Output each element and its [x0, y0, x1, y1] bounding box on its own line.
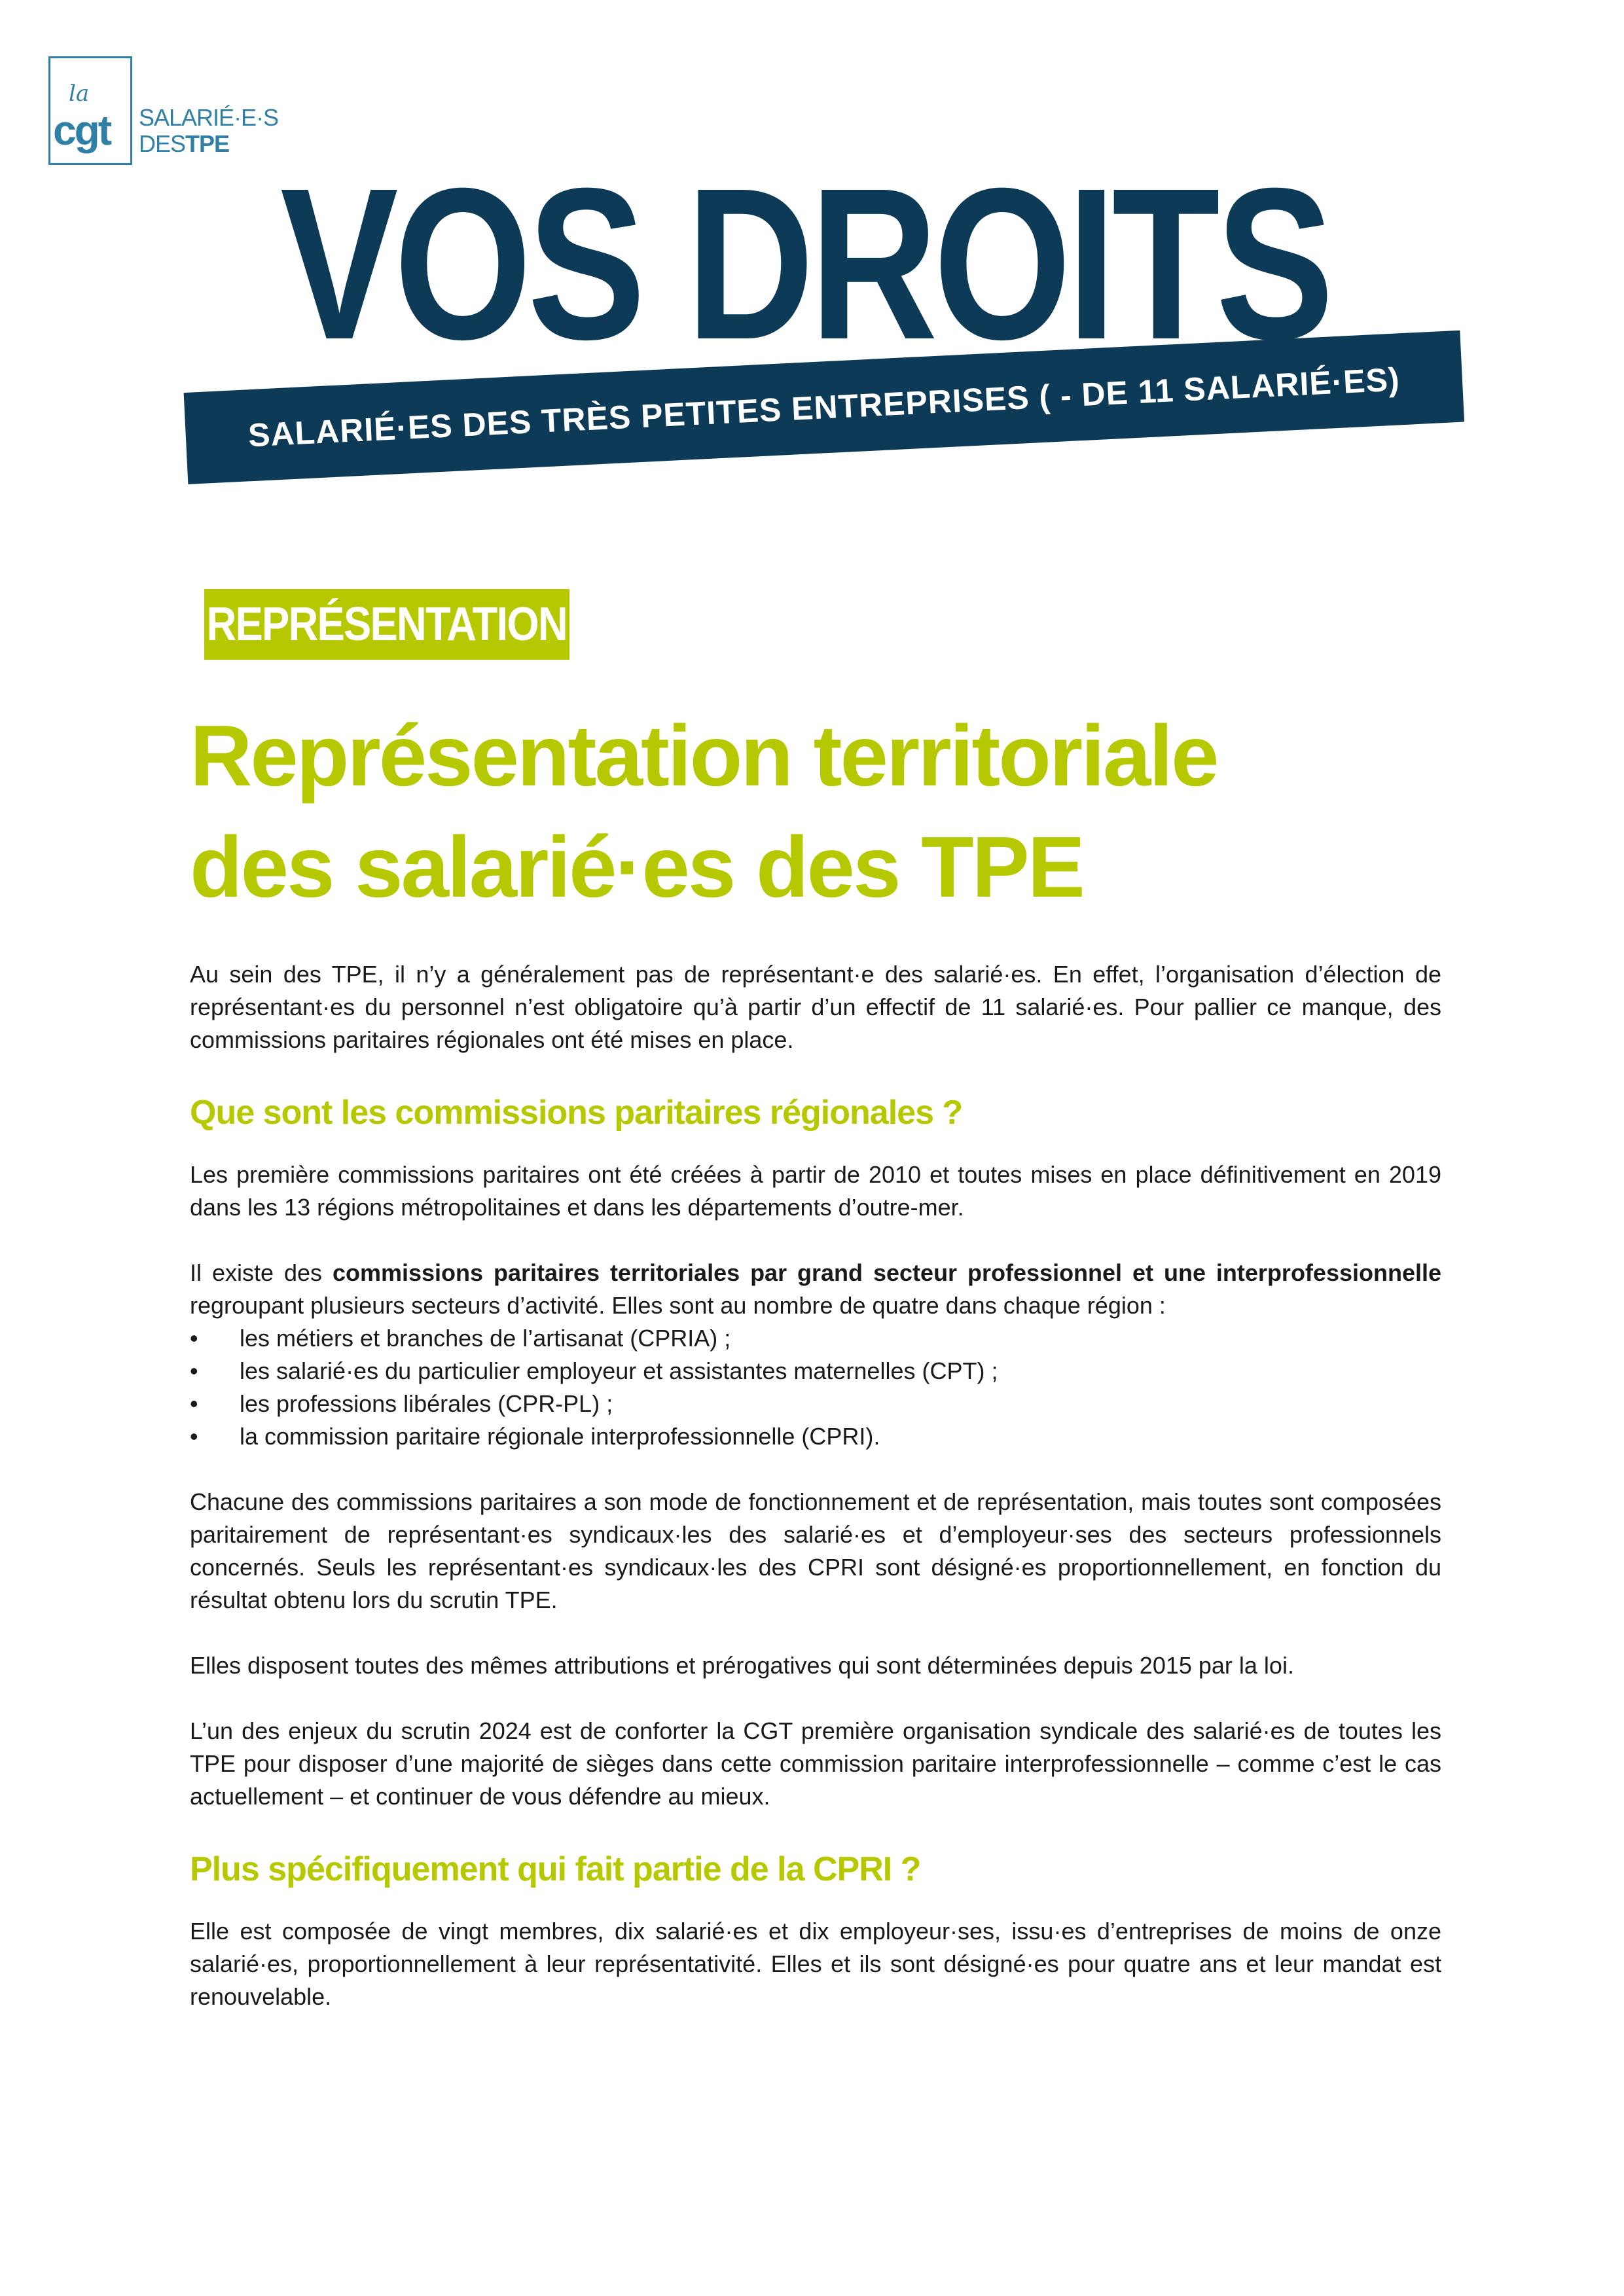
article-body	[190, 958, 1441, 2013]
list-item: • les professions libérales (CPR-PL) ;	[190, 1388, 1441, 1420]
logo-frame	[48, 56, 132, 165]
section1-paragraph-4: Elles disposent toutes des mêmes attributions et prérogatives qui sont déterminées depuis 2015 par la loi.	[190, 1652, 1294, 1679]
main-heading-line1: Représentation territoriale	[190, 708, 1218, 804]
logo-tpe-text: TPE	[185, 130, 230, 157]
list-item: • la commission paritaire régionale interprofessionnelle (CPRI).	[190, 1420, 1441, 1453]
section-tag	[204, 589, 569, 660]
section1-paragraph-2	[190, 1257, 1441, 1322]
banner-text: SALARIÉ·ES DES TRÈS PETITES ENTREPRISES ( - DE 11 SALARIÉ·ES)	[247, 361, 1401, 454]
paragraph-2-lead: Il existe des	[190, 1259, 333, 1286]
paragraph-2-tail: regroupant plusieurs secteurs d’activité. Elles sont au nombre de quatre dans chaque région :	[190, 1292, 1166, 1319]
logo-la-text: la	[69, 81, 90, 107]
paragraph-2-bold: commissions paritaires territoriales par grand secteur professionnel et une interprofessionnelle	[332, 1259, 1442, 1286]
section2-heading: Plus spécifiquement qui fait partie de la CPRI ?	[190, 1850, 921, 1888]
section2-paragraph-1: Elle est composée de vingt membres, dix salarié·es et dix employeur·ses, issu·es d’entreprises de moins de onze salarié·es, proportionnellement à leur représentativité. Elles et ils sont désigné·es pour quatre ans et leur mandat est renouvelable.	[190, 1918, 1441, 2010]
logo-des-text: DES	[139, 130, 186, 157]
list-item: • les métiers et branches de l’artisanat (CPRIA) ;	[190, 1322, 1441, 1355]
section1-heading: Que sont les commissions paritaires régionales ?	[190, 1094, 963, 1132]
list-item: • les salarié·es du particulier employeur et assistantes maternelles (CPT) ;	[190, 1355, 1441, 1388]
section-tag-label: REPRÉSENTATION	[206, 598, 568, 651]
section1-paragraph-3: Chacune des commissions paritaires a son mode de fonctionnement et de représentation, mais toutes sont composées paritairement de représentant·es syndicaux·les des salarié·es et d’employeur·ses des secteurs professionnels concernés. Seuls les représentant·es syndicaux·les des CPRI sont désigné·es proportionnellement, en fonction du résultat obtenu lors du scrutin TPE.	[190, 1488, 1441, 1613]
commission-list	[190, 1322, 1441, 1453]
section1-paragraph-5: L’un des enjeux du scrutin 2024 est de conforter la CGT première organisation syndicale des salarié·es de toutes les TPE pour disposer d’une majorité de sièges dans cette commission paritaire interprofessionnelle – comme c’est le cas actuellement – et continuer de vous défendre au mieux.	[190, 1717, 1441, 1810]
section1-paragraph-1: Les première commissions paritaires ont été créées à partir de 2010 et toutes mises en place définitivement en 2019 dans les 13 régions métropolitaines et dans les départements d’outre-mer.	[190, 1161, 1441, 1221]
main-heading-line2: des salarié·es des TPE	[190, 819, 1083, 915]
logo-salaries-text: SALARIÉ·E·S	[139, 104, 279, 131]
intro-paragraph: Au sein des TPE, il n’y a généralement pas de représentant·e des salarié·es. En effet, l’organisation d’élection de représentant·es du personnel n’est obligatoire qu’à partir d’un effectif de 11 salarié·es. Pour pallier ce manque, des commissions paritaires régionales ont été mises en place.	[190, 961, 1441, 1053]
main-heading	[190, 700, 1499, 923]
logo-des-tpe-text	[139, 132, 229, 156]
page-title: VOS DROITS	[280, 143, 1330, 384]
logo-cgt-text: cgt	[53, 107, 110, 154]
